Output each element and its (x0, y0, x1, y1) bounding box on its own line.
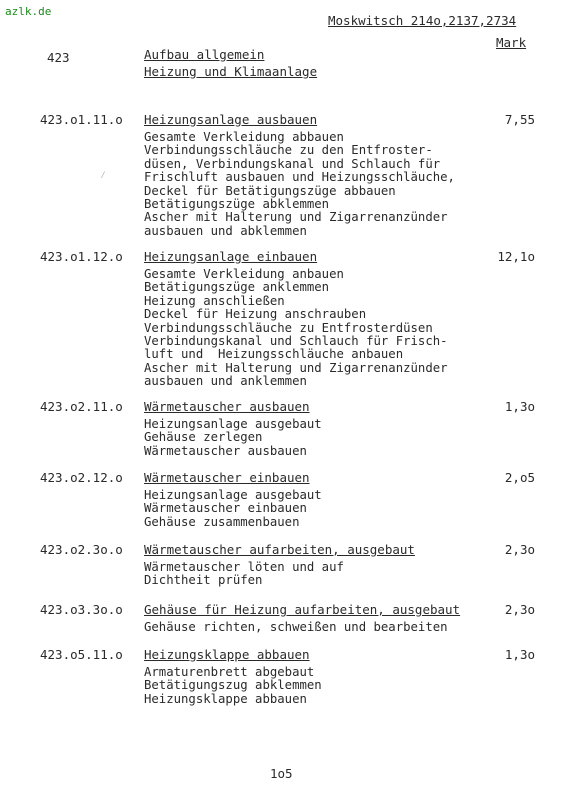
pen-mark: ⁄ (100, 170, 107, 181)
entry-code: 423.o1.11.o (40, 112, 123, 127)
section-code: 423 (47, 50, 70, 65)
entry-value: 1,3o (504, 399, 535, 414)
entry-title: Heizungsanlage einbauen (144, 249, 318, 264)
entry-title: Gehäuse für Heizung aufarbeiten, ausgebaut (144, 602, 461, 617)
watermark: azlk.de (5, 5, 52, 18)
entry-value: 2,o5 (504, 470, 535, 485)
entry-steps: Heizungsanlage ausgebaut Gehäuse zerlegen Wärmetauscher ausbauen (144, 417, 322, 458)
page-number: 1o5 (270, 766, 293, 781)
section-subtitle: Heizung und Klimaanlage (144, 64, 318, 79)
entry-title: Wärmetauscher ausbauen (144, 399, 310, 414)
entry-code: 423.o1.12.o (40, 249, 123, 264)
entry-value: 7,55 (504, 112, 535, 127)
entry-steps: Gesamte Verkleidung anbauen Betätigungszüge anklemmen Heizung anschließen Deckel für Heizung anschrauben Verbindungsschläuche zu Entfrosterdüsen Verbindungskanal und Schlauch für Frisch- luft und Heizungsschläuche anbauen Ascher mit Halterung und Zigarrenanzünder ausbauen und anklemmen (144, 267, 448, 389)
entry-steps: Gehäuse richten, schweißen und bearbeiten (144, 620, 448, 634)
mark-column-header: Mark (496, 35, 527, 50)
entry-code: 423.o2.11.o (40, 399, 123, 414)
entry-title: Heizungsanlage ausbauen (144, 112, 318, 127)
entry-value: 2,3o (504, 542, 535, 557)
entry-value: 1,3o (504, 647, 535, 662)
entry-code: 423.o5.11.o (40, 647, 123, 662)
entry-steps: Armaturenbrett abgebaut Betätigungszug abklemmen Heizungsklappe abbauen (144, 665, 322, 706)
entry-title: Wärmetauscher einbauen (144, 470, 310, 485)
entry-steps: Wärmetauscher löten und auf Dichtheit prüfen (144, 560, 344, 588)
entry-value: 12,1o (497, 249, 535, 264)
entry-value: 2,3o (504, 602, 535, 617)
entry-title: Wärmetauscher aufarbeiten, ausgebaut (144, 542, 415, 557)
entry-steps: Heizungsanlage ausgebaut Wärmetauscher einbauen Gehäuse zusammenbauen (144, 488, 322, 529)
entry-code: 423.o2.3o.o (40, 542, 123, 557)
entry-steps: Gesamte Verkleidung abbauen Verbindungsschläuche zu den Entfroster- düsen, Verbindungskanal und Schlauch für Frischluft ausbauen und Heizungsschläuche, Deckel für Betätigungszüge abbauen Betätigungszüge abklemmen Ascher mit Halterung und Zigarrenanzünder ausbauen und abklemmen (144, 130, 455, 238)
entry-title: Heizungsklappe abbauen (144, 647, 310, 662)
section-heading (144, 46, 317, 80)
entry-code: 423.o3.3o.o (40, 602, 123, 617)
entry-code: 423.o2.12.o (40, 470, 123, 485)
section-title: Aufbau allgemein (144, 47, 265, 62)
vehicle-model-header: Moskwitsch 214o,2137,2734 (328, 13, 517, 28)
